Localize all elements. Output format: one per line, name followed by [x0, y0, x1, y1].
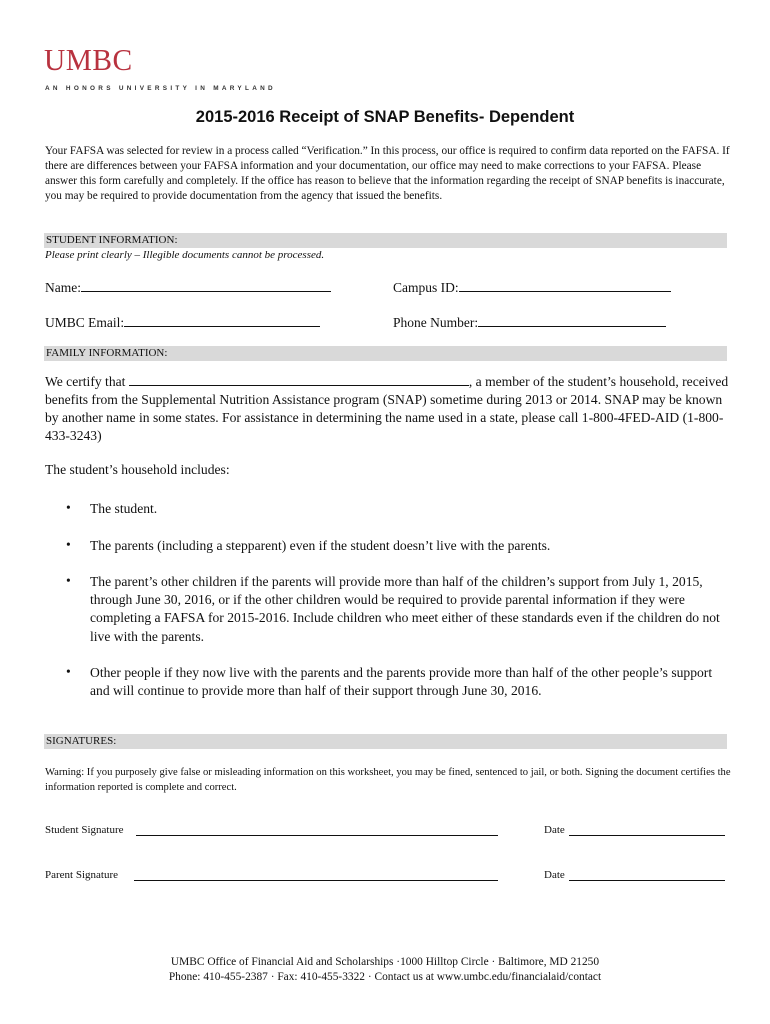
campus-id-input-line[interactable]	[459, 279, 671, 292]
campus-id-field[interactable]	[393, 279, 671, 296]
email-field[interactable]	[45, 314, 320, 331]
bullet-icon: •	[66, 500, 71, 515]
certify-start-text: We certify that	[45, 374, 126, 389]
warning-text: Warning: If you purposely give false or misleading information on this worksheet, you may be fined, sentenced to jail, or both. Signing the document certifies the information reported is complete and correct.	[45, 767, 731, 793]
signatures-heading: SIGNATURES:	[44, 734, 727, 749]
bullet-icon: •	[66, 537, 71, 552]
household-item-student: The student.	[90, 501, 158, 516]
campus-id-label: Campus ID:	[393, 280, 459, 295]
parent-date-label: Date	[544, 869, 565, 881]
student-date-label: Date	[544, 824, 565, 836]
household-member-input-line[interactable]	[129, 373, 469, 386]
email-input-line[interactable]	[124, 314, 320, 327]
name-field[interactable]	[45, 279, 331, 296]
name-input-line[interactable]	[81, 279, 331, 292]
intro-paragraph: Your FAFSA was selected for review in a process called “Verification.” In this process, our office is required to confirm data reported on the FAFSA. If there are differences between your FAFSA information and your documentation, our office may need to make corrections to your FAFSA. Please answer this form carefully and completely. If the office has reason to believe that the information regarding the receipt of SNAP benefits is inaccurate, you may be required to provide documentation from the agency that issued the benefits.	[45, 145, 730, 202]
phone-label: Phone Number:	[393, 315, 479, 330]
student-signature-label: Student Signature	[45, 824, 124, 836]
household-item-other-children: The parent’s other children if the parents will provide more than half of the children’s support from July 1, 2015, through June 30, 2016, or if the other children would be required to provide parental information if they were completing a FAFSA for 2015-2016. Include children who meet either of these standards even if the children do not live with the parents.	[90, 574, 720, 644]
household-item-other-people: Other people if they now live with the parents and the parents provide more than half of the other people’s support and will continue to provide more than half of their support through June 30, 2016.	[90, 665, 713, 699]
bullet-icon: •	[66, 664, 71, 679]
footer-address: UMBC Office of Financial Aid and Scholarships ·1000 Hilltop Circle · Baltimore, MD 21250	[170, 956, 600, 968]
email-label: UMBC Email:	[45, 315, 125, 330]
family-information-heading: FAMILY INFORMATION:	[44, 346, 727, 361]
phone-field[interactable]	[393, 314, 666, 331]
phone-input-line[interactable]	[478, 314, 666, 327]
certify-end-text: , a member of the student’s household, received benefits from the Supplemental Nutrition Assistance program (SNAP) sometime during 2013 or 2014. SNAP may be known by another name in some states. For assistance in determining the name used in a state, please call 1-800-4FED-AID (1-800-433-3243)	[45, 374, 729, 443]
household-intro: The student’s household includes:	[45, 462, 230, 477]
umbc-logo: UMBC	[44, 42, 133, 77]
print-clearly-note: Please print clearly – Illegible documents cannot be processed.	[45, 249, 325, 261]
student-signature-line[interactable]	[136, 835, 498, 836]
certify-paragraph	[45, 373, 735, 445]
student-date-line[interactable]	[569, 835, 725, 836]
logo-tagline: AN HONORS UNIVERSITY IN MARYLAND	[45, 85, 276, 92]
student-information-heading: STUDENT INFORMATION:	[44, 233, 727, 248]
footer-contact: Phone: 410-455-2387 · Fax: 410-455-3322 · Contact us at www.umbc.edu/financialaid/contact	[168, 971, 602, 983]
parent-date-line[interactable]	[569, 880, 725, 881]
name-label: Name:	[45, 280, 81, 295]
parent-signature-label: Parent Signature	[45, 869, 119, 881]
bullet-icon: •	[66, 573, 71, 588]
page-title: 2015-2016 Receipt of SNAP Benefits- Dependent	[195, 108, 575, 126]
parent-signature-line[interactable]	[134, 880, 498, 881]
household-item-parents: The parents (including a stepparent) even if the student doesn’t live with the parents.	[90, 538, 551, 553]
